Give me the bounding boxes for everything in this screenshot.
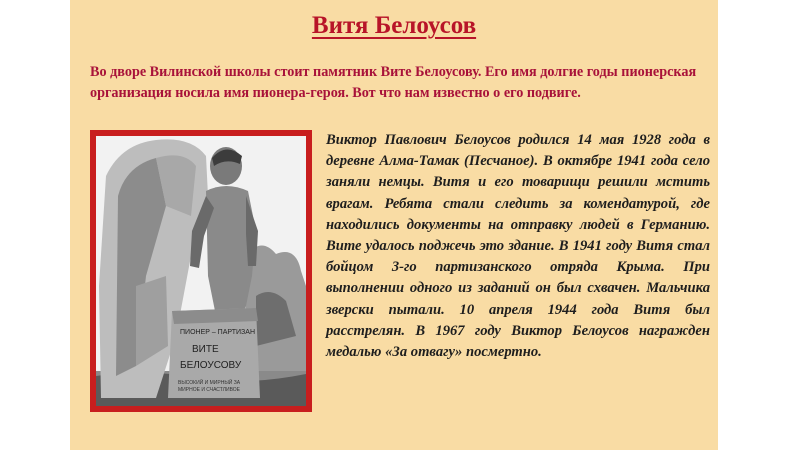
- plaque-line-1: ПИОНЕР – ПАРТИЗАН: [180, 329, 255, 336]
- plaque-line-4: ВЫСОКИЙ И МИРНЫЙ ЗА: [178, 380, 241, 386]
- biography-text: Виктор Павлович Белоусов родился 14 мая 1928 года в деревне Алма-Тамак (Песчаное). В октябре 1941 года село заняли немцы. Витя и его товарищи решили мстить врагам. Ребята стали следить за комендатурой, где находились документы на отправку людей в Германию. Вите удалось поджечь это здание. В 1941 году Витя стал бойцом 3-го партизанского отряда Крыма. При выполнении одного из заданий он был схвачен. Мальчика зверски пытали. 10 апреля 1944 года Витя был расстрелян. В 1967 году Виктор Белоусов награжден медалью «За отвагу» посмертно.: [326, 132, 710, 361]
- monument-photo-frame: [90, 130, 312, 412]
- monument-photo: [96, 136, 306, 406]
- plaque-line-5: МИРНОЕ И СЧАСТЛИВОЕ: [178, 387, 240, 393]
- slide-title: Витя Белоусов: [311, 12, 477, 39]
- plaque-line-3: БЕЛОУСОВУ: [180, 360, 242, 371]
- monument-illustration: [96, 136, 306, 406]
- intro-text: Во дворе Вилинской школы стоит памятник Вите Белоусову. Его имя долгие годы пионерская организация носила имя пионера-героя. Вот что нам известно о его подвиге.: [90, 64, 697, 101]
- slide: [70, 0, 718, 450]
- plaque-line-2: ВИТЕ: [192, 344, 219, 355]
